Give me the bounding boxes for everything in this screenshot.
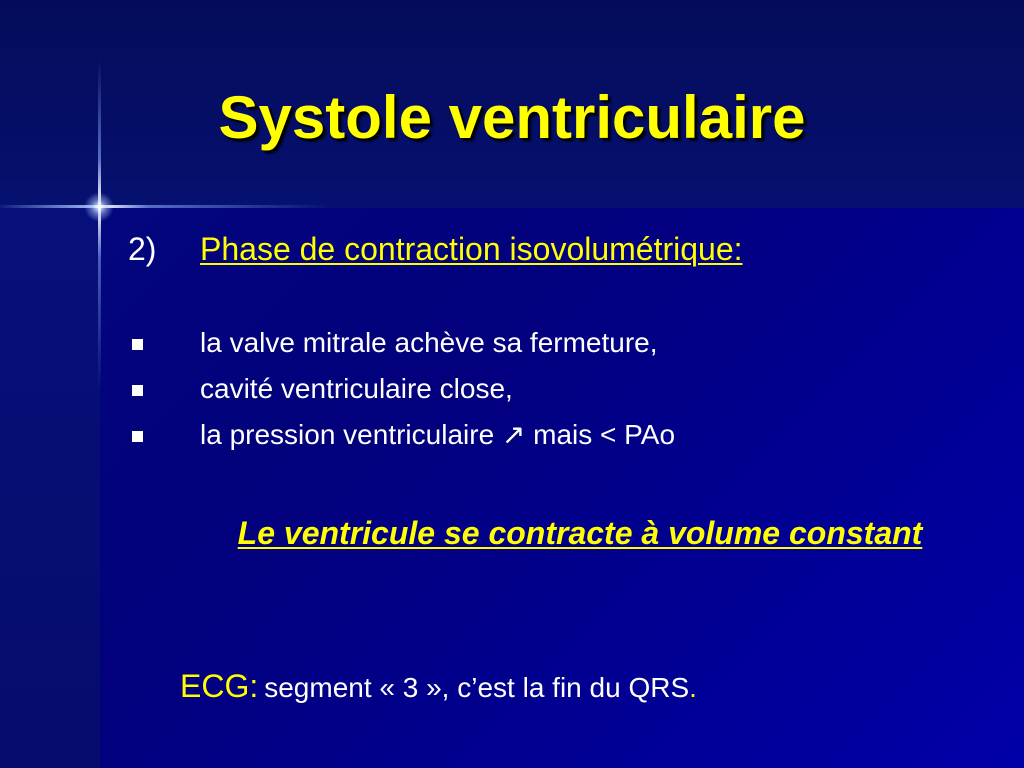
ecg-note — [180, 664, 697, 708]
emphasis-statement: Le ventricule se contracte à volume constant — [237, 515, 923, 551]
square-bullet-icon — [132, 431, 143, 442]
bullet-text: la pression ventriculaire ↗ mais < PAo — [200, 419, 676, 450]
square-bullet-icon — [132, 339, 143, 350]
ecg-end-mark: . — [689, 672, 697, 703]
section-heading-text: Phase de contraction isovolumétrique: — [200, 231, 743, 267]
slide-title: Systole ventriculaire — [218, 84, 806, 151]
bullet-text: cavité ventriculaire close, — [200, 373, 513, 404]
square-bullet-icon — [132, 385, 143, 396]
section-number: 2) — [128, 231, 157, 267]
star-flare-icon — [84, 192, 114, 222]
ecg-text: segment « 3 », c’est la fin du QRS — [264, 672, 690, 703]
bullet-text: la valve mitrale achève sa fermeture, — [200, 327, 658, 358]
star-flare-horizontal-icon — [0, 205, 330, 208]
left-band — [0, 208, 100, 768]
ecg-label: ECG: — [180, 668, 259, 704]
